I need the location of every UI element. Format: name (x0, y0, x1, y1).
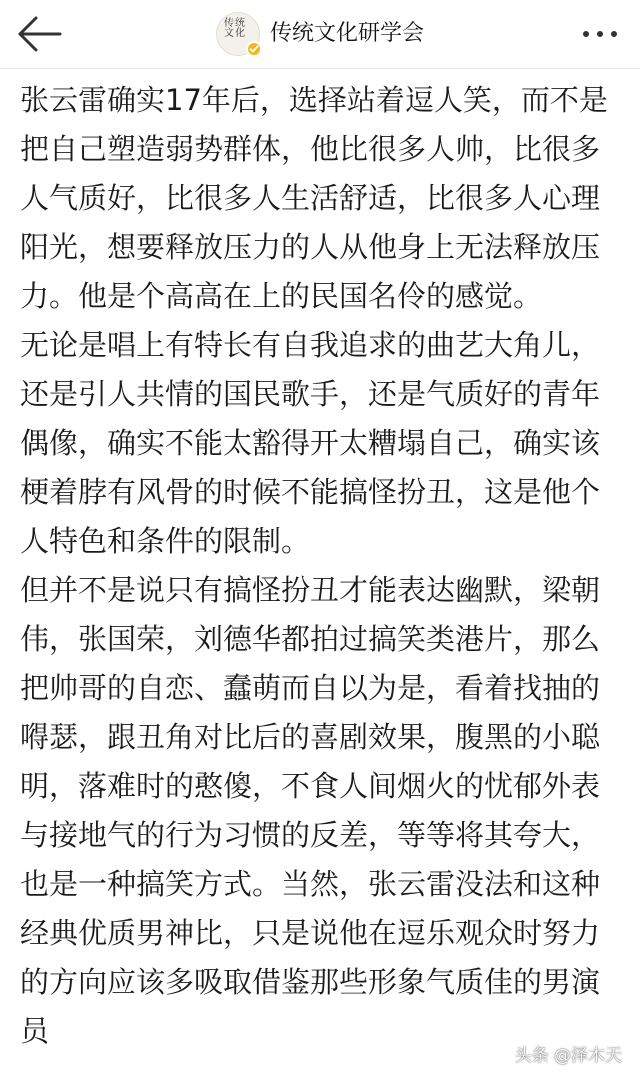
account-name[interactable]: 传统文化研学会 (270, 21, 425, 46)
verified-badge-icon (246, 41, 262, 57)
avatar[interactable] (216, 12, 260, 56)
more-dots-icon (580, 18, 620, 50)
back-button[interactable] (14, 12, 66, 56)
article-paragraph: 无论是唱上有特长有自我追求的曲艺大角儿，还是引人共情的国民歌手，还是气质好的青年偶像，确实不能太豁得开太糟塌自己，确实该梗着脖有风骨的时候不能搞怪扮丑，这是他个人特色和条件的限制。 (20, 328, 601, 558)
back-arrow-icon (14, 12, 66, 56)
more-options-button[interactable] (580, 18, 620, 50)
account-header[interactable] (216, 10, 424, 58)
avatar-calligraphy: 传统 文化 (224, 18, 246, 39)
watermark: 头条 @泽木天 (514, 1046, 622, 1066)
article-body (20, 76, 620, 1056)
article-paragraph: 张云雷确实17年后，选择站着逗人笑，而不是把自己塑造弱势群体，他比很多人帅，比很多人气质好，比很多人生活舒适，比很多人心理阳光，想要释放压力的人从他身上无法释放压力。他是个高高在上的民国名伶的感觉。 (20, 83, 608, 313)
article-paragraph: 但并不是说只有搞怪扮丑才能表达幽默，梁朝伟，张国荣，刘德华都拍过搞笑类港片，那么把帅哥的自恋、蠢萌而自以为是，看着找抽的嘚瑟，跟丑角对比后的喜剧效果，腹黑的小聪明，落难时的憨傻，不食人间烟火的忧郁外表与接地气的行为习惯的反差，等等将其夸大，也是一种搞笑方式。当然，张云雷没法和这种经典优质男神比，只是说他在逗乐观众时努力的方向应该多吸取借鉴那些形象气质佳的男演员 (20, 573, 601, 1048)
top-navigation-bar (0, 0, 640, 69)
